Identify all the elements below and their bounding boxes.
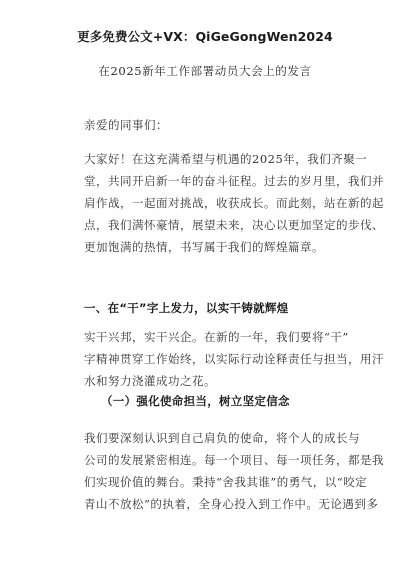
- paragraph-section-1: [84, 326, 384, 392]
- paragraph-line: 青山不放松”的执着，全身心投入到工作中。无论遇到多: [84, 497, 379, 511]
- paragraph-line: 们实现价值的舞台。秉持“舍我其谁”的勇气，以“咬定: [84, 475, 368, 489]
- salutation: [84, 114, 339, 136]
- paragraph-line: 更加饱满的热情，书写属于我们的辉煌篇章。: [84, 240, 324, 254]
- paragraph-line: 大家好！在这充满希望与机遇的2025年，我们齐聚一: [84, 152, 368, 166]
- paragraph-line: 我们要深刻认识到自己肩负的使命，将个人的成长与: [84, 431, 360, 445]
- paragraph-subsection-1: [84, 427, 384, 515]
- paragraph-intro: [84, 148, 384, 258]
- paragraph-line: 点，我们满怀豪情，展望未来，决心以更加坚定的步伐、: [84, 218, 384, 232]
- paragraph-line: 水和努力浇灌成功之花。: [84, 374, 216, 388]
- paragraph-line: 堂，共同开启新一年的奋斗征程。过去的岁月里，我们并: [84, 174, 384, 188]
- paragraph-line: 公司的发展紧密相连。每一个项目、每一项任务，都是我: [84, 453, 384, 467]
- salutation-text: 亲爱的同事们：: [84, 118, 168, 132]
- paragraph-line: 实干兴邦，实干兴企。在新的一年，我们要将“干”: [84, 330, 349, 344]
- paragraph-line: 字精神贯穿工作始终，以实际行动诠释责任与担当，用汗: [84, 352, 384, 366]
- section-heading-1: 一、在“干”字上发力，以实干铸就辉煌: [84, 301, 289, 315]
- promo-header: 更多免费公文+VX：QiGeGongWen2024: [77, 29, 333, 44]
- paragraph-line: 肩作战，一起面对挑战，收获成长。而此刻，站在新的起: [84, 196, 384, 210]
- document-title: 在2025新年工作部署动员大会上的发言: [98, 64, 312, 78]
- subsection-heading-1: （一）强化使命担当，树立坚定信念: [101, 394, 290, 408]
